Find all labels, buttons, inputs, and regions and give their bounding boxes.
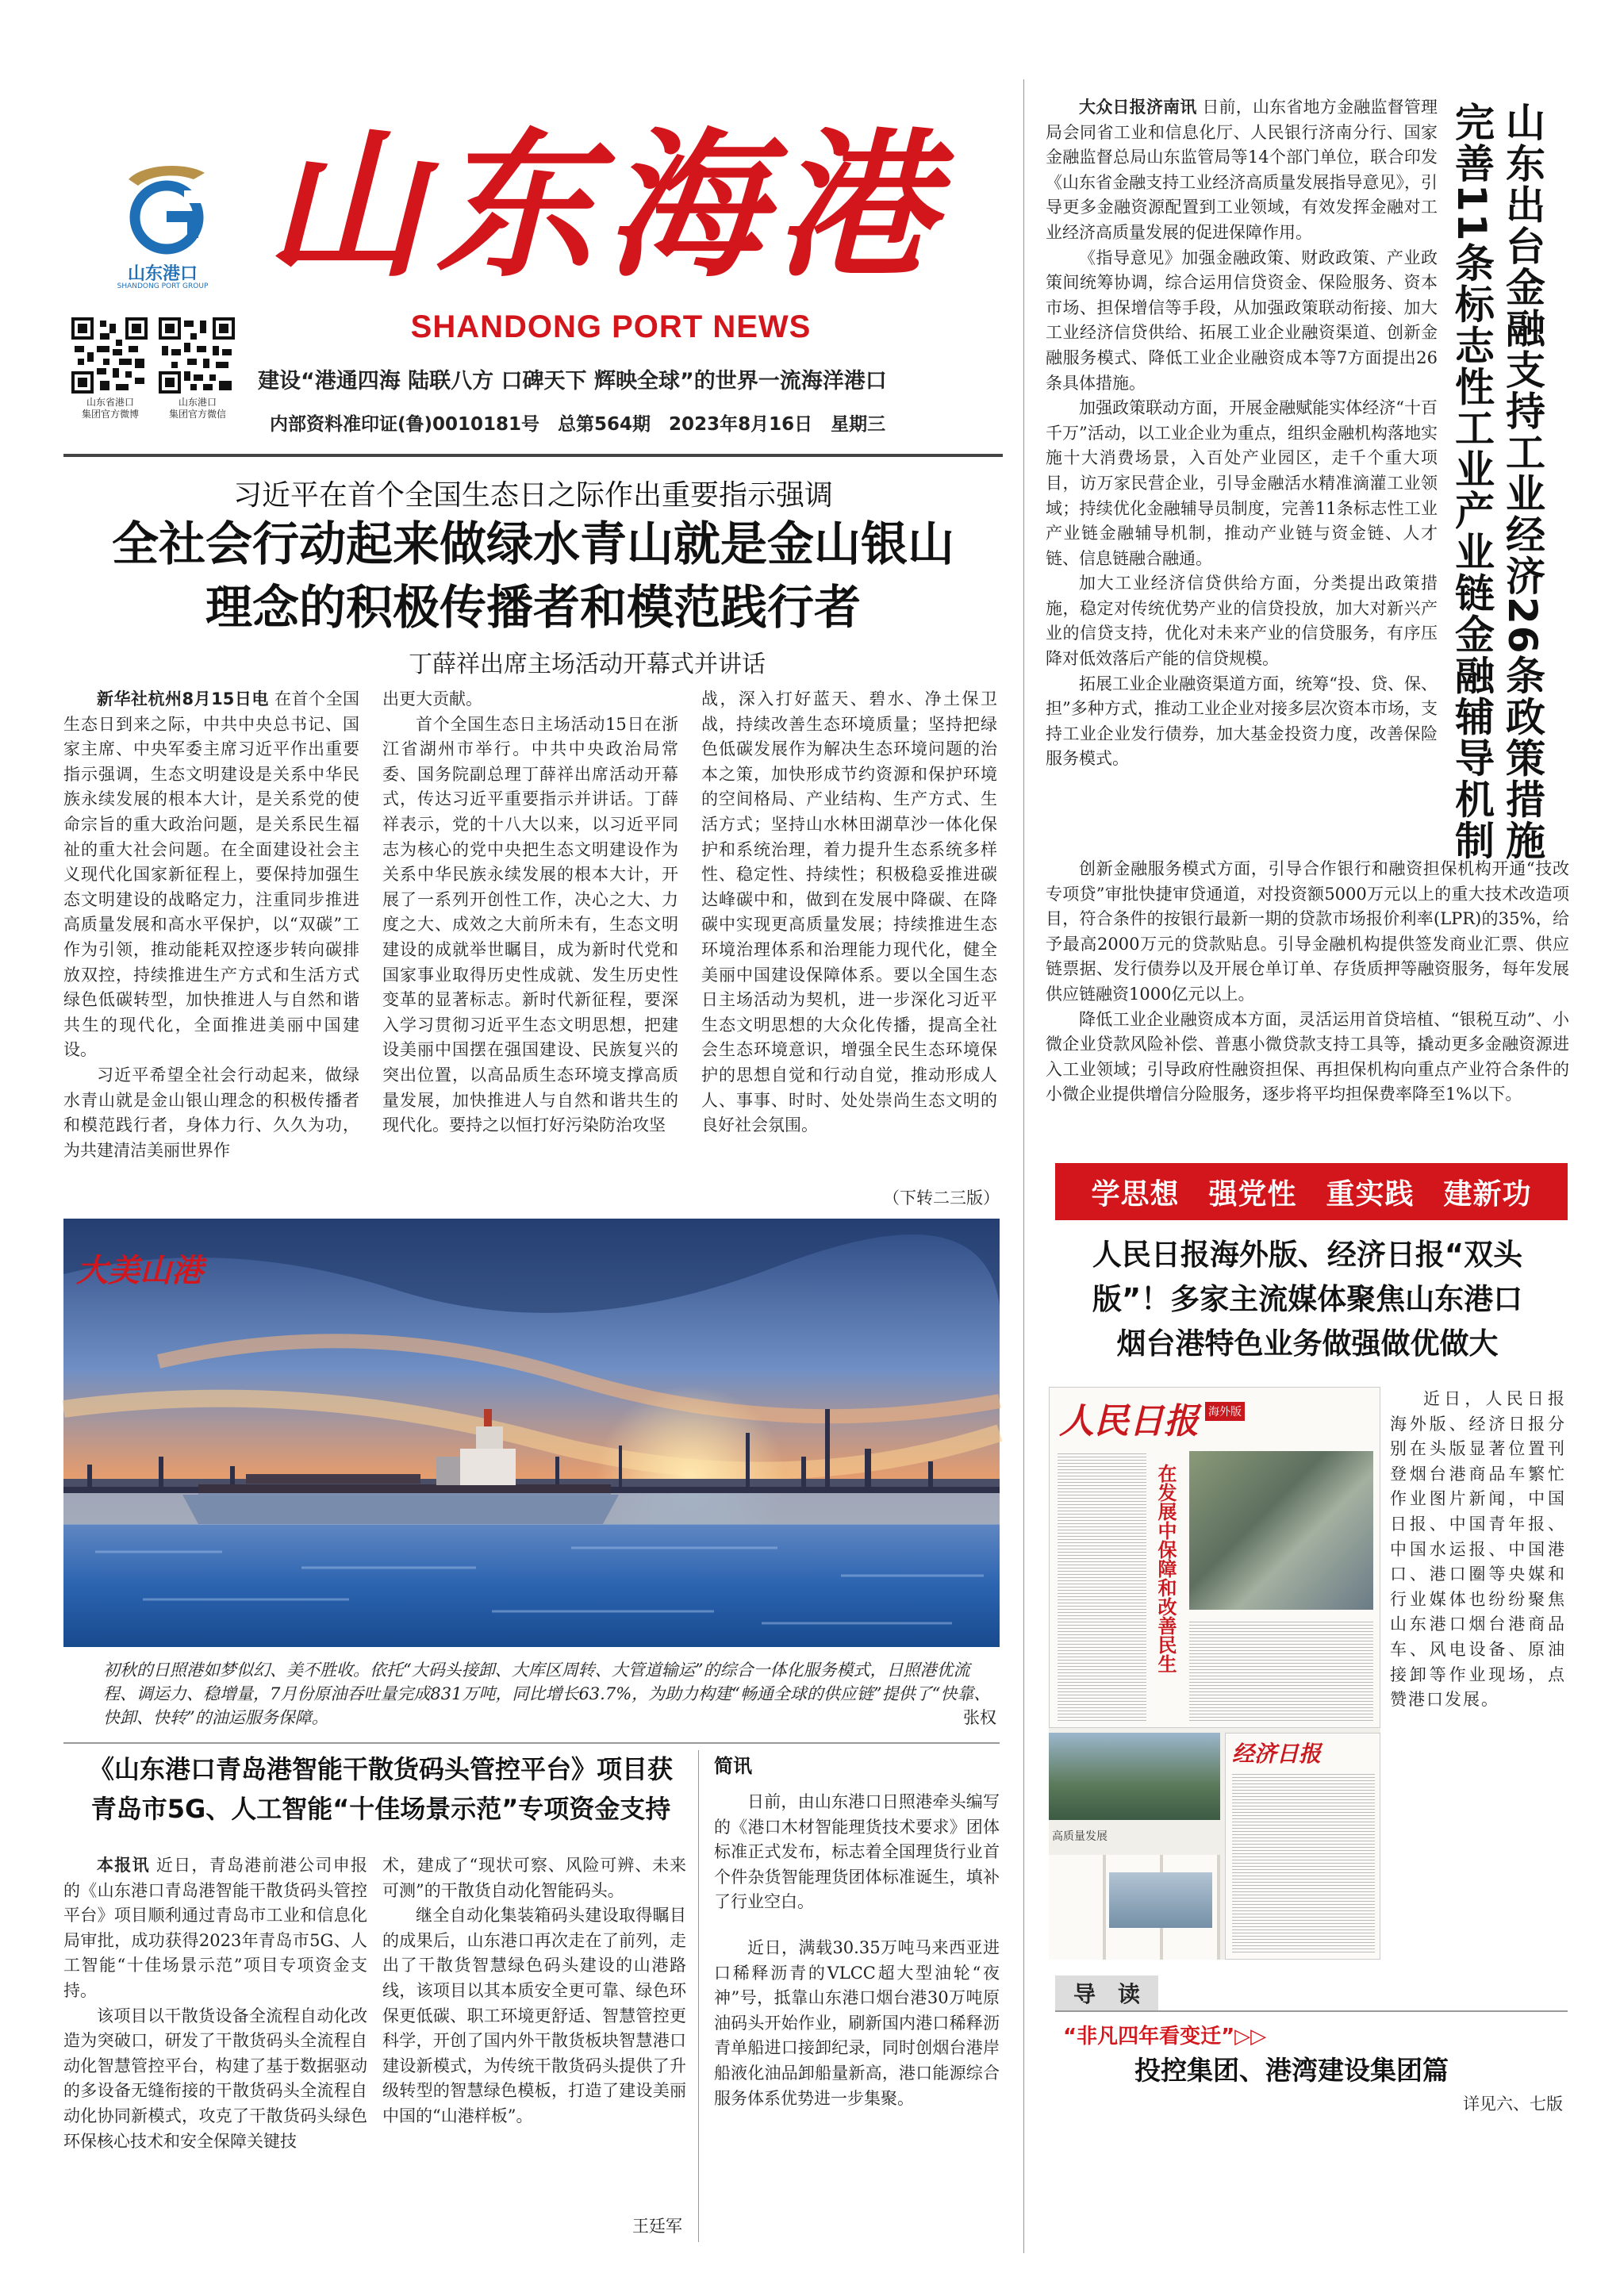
finance-paragraph-5: 拓展工业企业融资渠道方面，统筹“投、贷、保、担”多种方式，推动工业企业对接多层次资本市场，支持工业企业发行债券，加大基金投资力度，改善保险服务模式。 <box>1046 674 1438 769</box>
clip-peoples-daily <box>1049 1387 1380 1728</box>
story2-col2-paragraph-1: 术，建成了“现状可察、风险可辨、未来可测”的干散货自动化智能码头。 <box>382 1856 686 1900</box>
guide-box <box>1055 1975 1568 2114</box>
shandong-port-logo <box>111 155 214 259</box>
clip-economic-daily <box>1225 1733 1380 1960</box>
guide-title: 导 读 <box>1073 1981 1140 2007</box>
clip-economic-caption: 高质量发展 <box>1052 1830 1108 1843</box>
lead-col3-paragraph: 战，深入打好蓝天、碧水、净土保卫战，持续改善生态环境质量；坚持把绿色低碳发展作为解决生态环境问题的治本之策，加快形成节约资源和保护环境的空间格局、产业结构、生产方式、生活方式；坚持山水林田湖草沙一体化保护和系统治理，着力提升生态系统多样性、稳定性、持续性；积极稳妥推进碳达峰碳中和，做到在发展中降碳、在降碳中实现更高质量发展；持续推进生态环境治理体系和治理能力现代化，健全美丽中国建设保障体系。要以全国生态日主场活动为契机，进一步深化习近平生态文明思想的大众化传播，提高全社会生态环境意识，增强全民生态环境保护的思想自觉和行动自觉，推动形成人人、事事、时时、处处崇尚生态文明的良好社会氛围。 <box>701 689 997 1135</box>
finance-body-wide <box>1046 857 1569 1150</box>
guide-underline <box>1055 2010 1568 2012</box>
clip-economic-text <box>1232 1772 1375 1954</box>
brief-item-1: 日前，由山东港口日照港牵头编写的《港口木材智能理货技术要求》团体标准正式发布，标志着全国理货行业首个件杂货智能理货团体标准诞生，填补了行业空白。 <box>714 1792 1000 1912</box>
lead-col2-paragraph-2: 首个全国生态日主场活动15日在浙江省湖州市举行。中共中央政治局常委、国务院副总理丁薛祥出席活动开幕式，传达习近平重要指示并讲话。丁薛祥表示，党的十八大以来，以习近平同志为核心的党中央把生态文明建设作为关系中华民族永续发展的根本大计，开展了一系列开创性工作，决心之大、力度之大、成效之大前所未有，生态文明建设的成就举世瞩目，成为新时代党和国家事业取得历史性成就、发生历史性变革的显著标志。新时代新征程，要深入学习贯彻习近平生态文明思想，把建设美丽中国摆在强国建设、民族复兴的突出位置，以高品质生态环境支撑高质量发展，加快推进人与自然和谐共生的现代化。要持之以恒打好污染防治攻坚 <box>382 714 678 1135</box>
story2-author: 王廷军 <box>632 2217 682 2236</box>
guide-teaser: “非凡四年看变迁”▷▷ <box>1063 2025 1267 2048</box>
media-headline-1: 人民日报海外版、经济日报“双头 <box>1092 1238 1523 1272</box>
finance-headline-1: 山东出台金融支持工业经济26条政策措施 <box>1499 102 1545 862</box>
finance-paragraph-2: 《指导意见》加强金融政策、财政政策、产业政策间统筹协调，综合运用信贷资金、保险服务、资本市场、担保增信等手段，从加强政策联动衔接、加大工业经济信贷供给、拓展工业企业融资渠道、创新金融服务模式、降低工业企业融资成本等7方面提出26条具体措施。 <box>1046 248 1438 393</box>
briefs-title: 简讯 <box>714 1755 752 1777</box>
photo-caption <box>103 1658 996 1730</box>
clip-vertical-headline: 在发展中保障和改善民生 <box>1154 1464 1177 1673</box>
qr-code-weibo <box>71 317 148 394</box>
finance-body-narrow <box>1046 95 1438 857</box>
photo-caption-text: 初秋的日照港如梦似幻、美不胜收。依托“大码头接卸、大库区周转、大管道输运”的综合一体化服务模式，日照港优流程、调运力、稳增量，7月份原油吞吐量完成831万吨，同比增长63.7%，为助力构建“畅通全球的供应链”提供了“快靠、快卸、快转”的油运服务保障。 <box>103 1661 991 1727</box>
finance-headline-2: 完善11条标志性工业产业链金融辅导机制 <box>1449 102 1495 862</box>
lead-col1-paragraph-2: 习近平希望全社会行动起来，做绿水青山就是金山银山理念的积极传播者和模范践行者，身体力行、久久为功，为共建清洁美丽世界作 <box>63 1065 359 1160</box>
divider-photo-bottom <box>63 1742 1000 1744</box>
media-headline-2: 版”！多家主流媒体聚焦山东港口 <box>1092 1282 1523 1316</box>
finance-paragraph-3: 加强政策联动方面，开展金融赋能实体经济“十百千万”活动，以工业企业为重点，组织金融机构落地实施十大消费场景，入百处产业园区，走千个重大项目，访万家民营企业，引导金融活水精准滴灌工业领域；持续优化金融辅导员制度，完善11条标志性工业产业链金融辅导机制，推动产业链与资金链、人才链、信息链融合融通。 <box>1046 398 1438 568</box>
masthead-divider <box>63 454 1003 457</box>
story2-lead-tag: 本报讯 <box>97 1856 150 1875</box>
qr-caption-wechat: 山东港口 集团官方微信 <box>168 397 226 420</box>
brief-item-2: 近日，满载30.35万吨马来西亚进口稀释沥青的VLCC超大型油轮“夜神”号，抵靠山东港口烟台港30万吨原油码头开始作业，刷新国内港口稀释沥青单船进口接卸纪录，同时创烟台港岸船液化油品卸船量新高，港口能源综合服务体系优势进一步集聚。 <box>714 1937 1000 2108</box>
slogan-banner <box>1055 1163 1568 1220</box>
slogan: 建设“港通四海 陆联八方 口碑天下 辉映全球”的世界一流海洋港口 <box>258 369 887 394</box>
media-headline-3: 烟台港特色业务做强做优做大 <box>1116 1327 1499 1361</box>
lead-col2-paragraph-1: 出更大贡献。 <box>382 689 482 708</box>
photo-stamp: 大美山港 <box>76 1252 203 1289</box>
clip-text-lines <box>1058 1451 1146 1721</box>
port-sunset-photo <box>63 1219 1000 1647</box>
continued-note: （下转二三版） <box>883 1188 1000 1208</box>
newspaper-title: 山东海港 <box>266 113 946 299</box>
story2-col1-paragraph-2: 该项目以干散货设备全流程自动化改造为突破口，研发了干散货码头全流程自动化智慧管控平台，构建了基于数据驱动的多设备无缝衔接的干散货码头全流程自动化协同新模式，攻克了干散货码头绿色环保核心技术和安全保障关键技 <box>63 2006 367 2151</box>
story2-col2-paragraph-2: 继全自动化集装箱码头建设取得瞩目的成果后，山东港口再次走在了前列，走出了干散货智慧绿色码头建设的山港路线，该项目以其本质安全更可靠、绿色环保更低碳、职工环境更舒适、智慧管控更科学，开创了国内外干散货板块智慧港口建设新模式，为传统干散货码头提供了升级转型的智慧绿色模板，打造了建设美丽中国的“山港样板”。 <box>382 1906 686 2125</box>
briefs-text <box>714 1790 1000 2242</box>
story2-column-1 <box>63 1853 367 2242</box>
story2-headline-1: 《山东港口青岛港智能干散货码头管控平台》项目获 <box>88 1754 673 1784</box>
photo-credit: 张权 <box>963 1708 996 1727</box>
media-text <box>1390 1387 1566 1710</box>
clip-photo-port <box>1189 1451 1373 1610</box>
lead-kicker: 习近平在首个全国生态日之际作出重要指示强调 <box>232 479 833 512</box>
lead-column-2 <box>382 687 678 1242</box>
finance-paragraph-6: 创新金融服务模式方面，引导合作银行和融资担保机构开通“技改专项贷”审批快捷审贷通道，对投资额5000万元以上的重大技术改造项目，符合条件的按银行最新一期的贷款市场报价利率(LPR)的35%，给予最高2000万元的贷款贴息。引导金融机构提供签发商业汇票、供应链票据、发行债券以及开展仓单订单、存货质押等融资服务，每年发展供应链融资1000亿元以上。 <box>1046 859 1569 1004</box>
finance-lead-tag: 大众日报济南讯 <box>1079 98 1197 117</box>
guide-line: 投控集团、港湾建设集团篇 <box>1134 2055 1449 2086</box>
story2-col1-paragraph: 近日，青岛港前港公司申报的《山东港口青岛港智能干散货码头管控平台》项目顺利通过青岛市工业和信息化局审批，成功获得2023年青岛市5G、人工智能“十佳场景示范”项目专项资金支持。 <box>63 1856 368 2000</box>
logo-caption-en: SHANDONG PORT GROUP <box>117 282 209 290</box>
finance-paragraph-1: 日前，山东省地方金融监督管理局会同省工业和信息化厅、人民银行济南分行、国家金融监督总局山东监管局等14个部门单位，联合印发《山东省金融支持工业经济高质量发展指导意见》，引导更多金融资源配置到工业领域，有效发挥金融对工业经济高质量发展的促进保障作用。 <box>1046 98 1438 242</box>
finance-paragraph-4: 加大工业经济信贷供给方面，分类提出政策措施，稳定对传统优势产业的信贷投放，加大对新兴产业的信贷支持，优化对未来产业的信贷服务，有序压降对低效落后产能的信贷规模。 <box>1046 574 1438 669</box>
lead-col1-paragraph: 在首个全国生态日到来之际，中共中央总书记、国家主席、中央军委主席习近平作出重要指示强调，生态文明建设是关系中华民族永续发展的根本大计，是关系党的使命宗旨的重大政治问题，是关系民生福祉的重大社会问题。在全面建设社会主义现代化国家新征程上，要保持加强生态文明建设的战略定力，注重同步推进高质量发展和高水平保护，以“双碳”工作为引领，推动能耗双控逐步转向碳排放双控，持续推进生产方式和生活方式绿色低碳转型，加快推进人与自然和谐共生的现代化，全面推进美丽中国建设。 <box>63 689 360 1060</box>
lead-headline-2: 理念的积极传播者和模范践行者 <box>205 580 861 635</box>
lead-headline-1: 全社会行动起来做绿水青山就是金山银山 <box>111 516 954 571</box>
qr-caption-weibo: 山东省港口 集团官方微博 <box>81 397 139 420</box>
clip-peoples-daily-title: 人民日报 <box>1059 1401 1199 1442</box>
clip-landscape-photo <box>1049 1733 1220 1820</box>
lead-subhead: 丁薛祥出席主场活动开幕式并讲话 <box>409 651 766 678</box>
media-paragraph: 近日，人民日报海外版、经济日报分别在头版显著位置刊登烟台港商品车繁忙作业图片新闻，中国日报、中国青年报、中国水运报、中国港口、港口圈等央媒和行业媒体也纷纷聚焦山东港口烟台港商品车、风电设备、原油接卸等作业现场，点赞港口发展。 <box>1390 1389 1566 1710</box>
story2-column-2 <box>382 1853 686 2213</box>
masthead <box>0 0 1047 468</box>
lead-column-3 <box>701 687 997 1188</box>
dateline: 新华社杭州8月15日电 <box>97 689 269 708</box>
slogan-banner-text: 学思想 强党性 重实践 建新功 <box>1091 1177 1532 1211</box>
divider-center-vertical <box>1023 79 1024 2253</box>
clip-economic-daily-title: 经济日报 <box>1232 1741 1322 1767</box>
finance-paragraph-7: 降低工业企业融资成本方面，灵活运用首贷培植、“银税互动”、小微企业贷款风险补偿、普惠小微贷款支持工具等，撬动更多金融资源进入工业领域；引导政府性融资担保、再担保机构向重点产业符合条件的小微企业提供增信分险服务，逐步将平均担保费率降至1%以下。 <box>1046 1009 1569 1104</box>
divider-story2-briefs <box>698 1750 699 2242</box>
story2-headline-2: 青岛市5G、人工智能“十佳场景示范”专项资金支持 <box>90 1794 671 1824</box>
guide-title-tab <box>1055 1975 1158 2010</box>
newspaper-clippings <box>1049 1387 1380 1960</box>
clip-peoples-daily-edition: 海外版 <box>1205 1402 1245 1421</box>
qr-code-wechat <box>159 317 235 394</box>
guide-ref: 详见六、七版 <box>1463 2094 1563 2114</box>
clip-small-papers-photo <box>1109 1872 1212 1928</box>
issue-line: 内部资料准印证(鲁)0010181号 总第564期 2023年8月16日 星期三 <box>270 414 886 435</box>
lead-column-1 <box>63 687 359 1242</box>
logo-caption-cn: 山东港口 <box>127 264 198 284</box>
clip-text-lines-2 <box>1189 1619 1373 1721</box>
newspaper-title-en: SHANDONG PORT NEWS <box>410 309 812 344</box>
